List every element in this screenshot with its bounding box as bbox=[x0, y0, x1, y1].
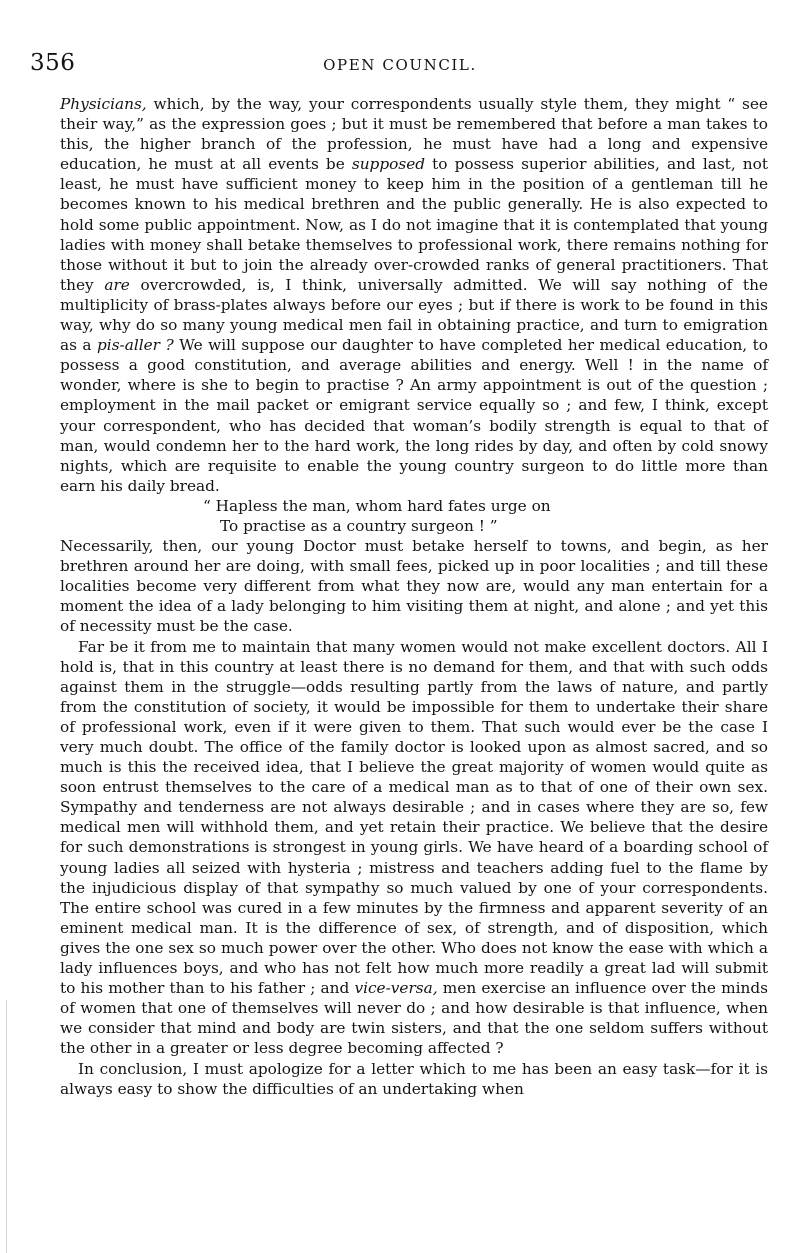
paragraph-1-text-b: to possess superior abilities, and last, not least, he must have sufficient money to keep him in the position of a gentleman till he becomes known to his medical brethren and the public generally. He is also expected to hold some public appointment. Now, as I do not imagine that it is contemplated that young ladies with money shall betake themselves to professional work, there remains nothing for those without it but to join the already over-crowded ranks of general practitioners. That they bbox=[60, 155, 768, 294]
verse-quotation bbox=[60, 496, 768, 536]
paragraph-1-text-c: overcrowded, is, I think, universally admitted. We will say nothing of the multiplicity of brass-plates always before our eyes ; but if there is work to be found in this way, why do so many young medical men fail in obtaining practice, and turn to emigration as a bbox=[60, 275, 768, 355]
italic-pis-aller: pis-aller ? bbox=[97, 336, 174, 355]
page-header bbox=[30, 50, 770, 80]
paragraph-3-text-b: men exercise an influence over the minds of women that one of themselves will never do ; and how desirable is that influence, when we consider that mind and body are twin sisters, and that the one seldom suffers without the other in a greater or less degree becoming affected ? bbox=[60, 979, 769, 1058]
italic-supposed: supposed bbox=[351, 155, 426, 174]
verse-line-2: To practise as a country surgeon ! ” bbox=[220, 516, 498, 535]
paragraph-1-text-a: which, by the way, your correspondents usually style them, they might “ see their way,” as the expression goes ; but it must be remembered that before a man takes to this, the higher branch of the profession, he must have had a long and expensive education, he must at all events be bbox=[60, 95, 768, 174]
paragraph-3 bbox=[60, 637, 768, 1059]
paragraph-1 bbox=[60, 94, 768, 496]
paragraph-1-text-d: We will suppose our daughter to have completed her medical education, to possess a good constitution, and average abilities and energy. Well ! in the name of wonder, where is she to begin to practise ? An army appointment is out of the question ; employment in the mail packet or emigrant service equally so ; and few, I think, except your correspondent, who has decided that woman’s bodily strength is equal to that of man, would condemn her to the hard work, the long rides by day, and often by cold snowy nights, which are requisite to enable the young country surgeon to do little more than earn his daily bread. bbox=[60, 336, 768, 495]
italic-physicians: Physicians, bbox=[60, 95, 147, 113]
article-body bbox=[60, 94, 768, 1099]
page-number: 356 bbox=[30, 50, 76, 76]
margin-rule bbox=[6, 1000, 7, 1253]
paragraph-2: Necessarily, then, our young Doctor must betake herself to towns, and begin, as her brethren around her are doing, with small fees, picked up in poor localities ; and till these localities become very different from what they now are, would any man entertain for a moment the idea of a lady belonging to him visiting them at night, and alone ; and yet this of necessity must be the case. bbox=[60, 537, 768, 636]
paragraph-4: In conclusion, I must apologize for a letter which to me has been an easy task—for it is always easy to show the difficulties of an undertaking when bbox=[60, 1059, 768, 1098]
verse-line-1: “ Hapless the man, whom hard fates urge on bbox=[203, 496, 551, 515]
italic-vice-versa: vice-versa, bbox=[354, 979, 438, 998]
italic-are: are bbox=[104, 275, 130, 294]
paragraph-3-text-a: Far be it from me to maintain that many women would not make excellent doctors. All I hold is, that in this country at least there is no demand for them, and that with such odds against them in the struggle—odds resulting partly from the laws of nature, and partly from the constitution of society, it would be impossible for them to undertake their share of professional work, even if it were given to them. That such would ever be the case I very much doubt. The office of the family doctor is looked upon as almost sacred, and so much is this the received idea, that I believe the great majority of women would quite as soon entrust themselves to the care of a medical man as to that of one of their own sex. Sympathy and tenderness are not always desirable ; and in cases where they are so, few medical men will withhold them, and yet retain their practice. We believe that the desire for such demonstrations is strongest in young girls. We have heard of a boarding school of young ladies all seized with hysteria ; mistress and teachers adding fuel to the flame by the injudicious display of that sympathy so much valued by one of your correspondents. The entire school was cured in a few minutes by the firmness and apparent severity of an eminent medical man. It is the difference of sex, of strength, and of disposition, which gives the one sex so much power over the other. Who does not know the ease with which a lady influences boys, and who has not felt how much more readily a great lad will submit to his mother than to his father ; and bbox=[60, 637, 768, 998]
running-title: OPEN COUNCIL. bbox=[323, 56, 477, 74]
